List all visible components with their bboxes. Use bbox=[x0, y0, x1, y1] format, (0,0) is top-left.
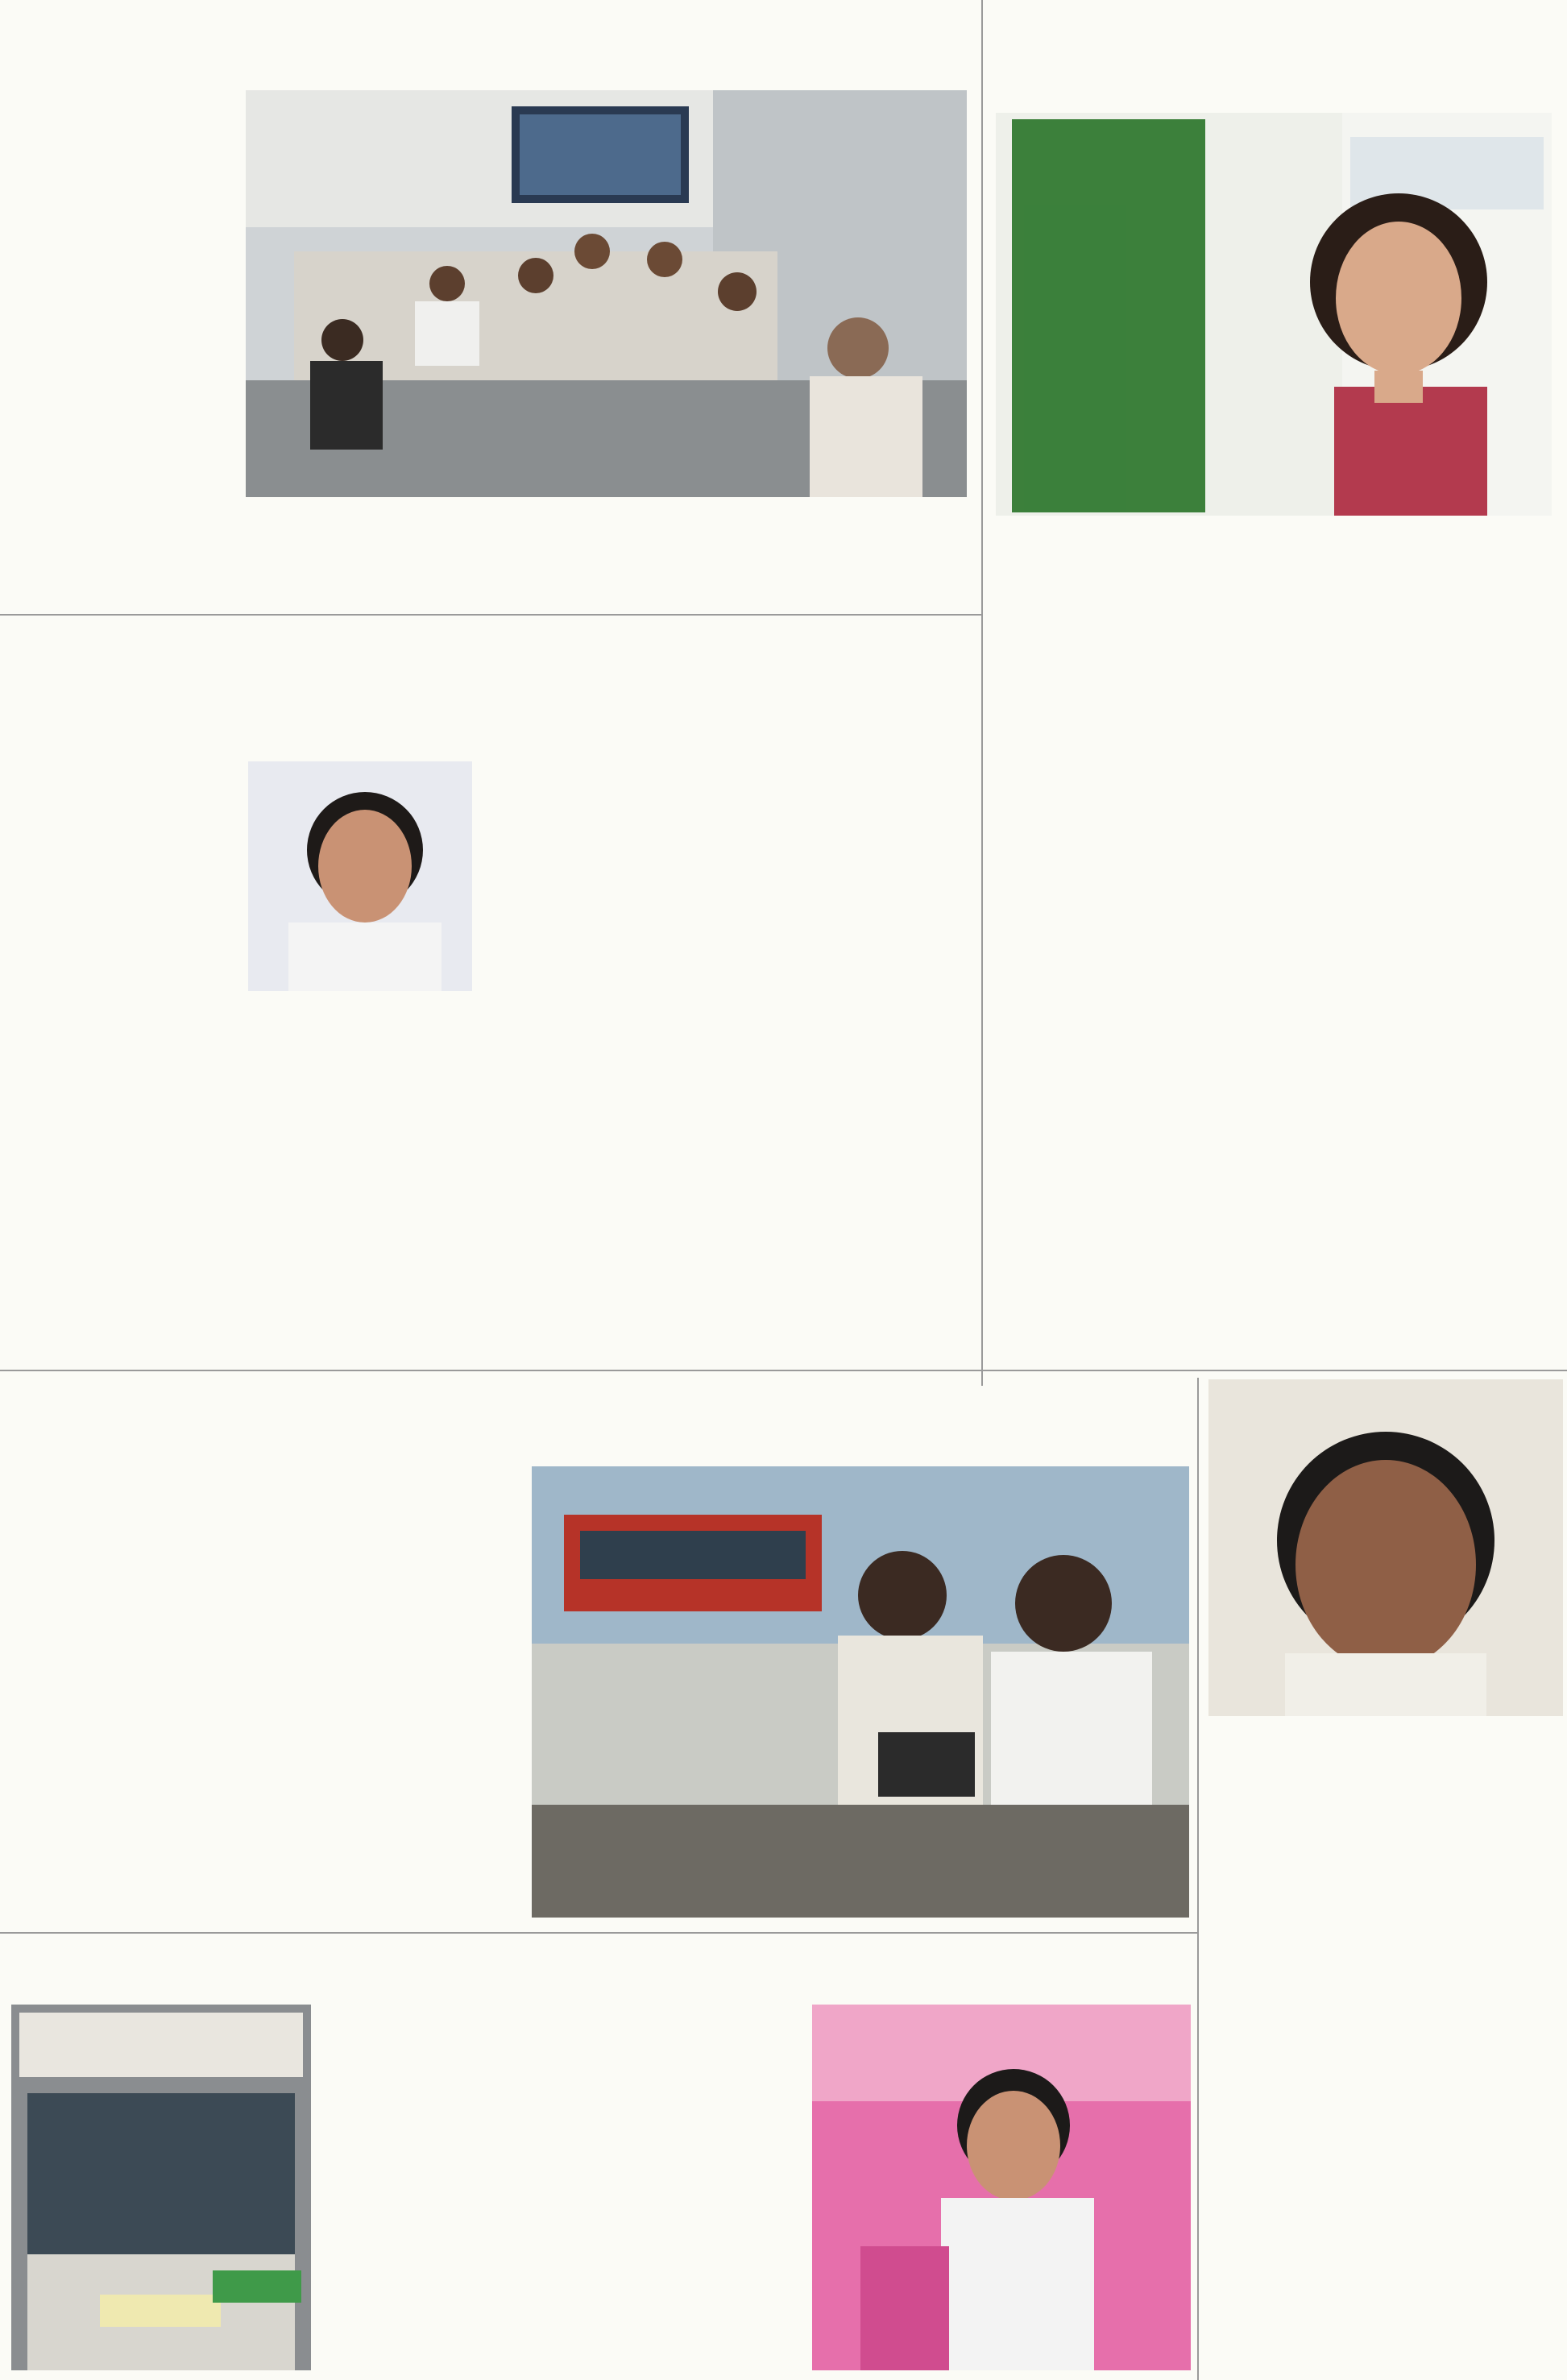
story4-column-b bbox=[345, 1471, 516, 1924]
story4-headline bbox=[26, 1404, 1154, 1460]
story6-body bbox=[321, 2006, 804, 2370]
story1-caption-3 bbox=[734, 501, 967, 591]
section-divider-1 bbox=[0, 614, 981, 616]
column-divider-2 bbox=[1197, 1378, 1199, 2380]
section-divider-3 bbox=[0, 1932, 1197, 1934]
story3-bullets bbox=[11, 757, 238, 1088]
story3-column-b bbox=[482, 761, 714, 1347]
story1-headline bbox=[15, 11, 989, 64]
story3-column-a bbox=[248, 999, 472, 1347]
story2-headline-line2 bbox=[993, 60, 1561, 110]
story3-headline-line1 bbox=[48, 628, 967, 685]
story1-caption-1 bbox=[246, 501, 479, 591]
section-divider-2 bbox=[0, 1370, 1567, 1371]
story3-jagan-photo bbox=[248, 761, 472, 991]
story6-headline bbox=[24, 1942, 1184, 1998]
story5-body bbox=[1208, 1822, 1563, 2370]
story4-traffic-police-photo bbox=[532, 1466, 1189, 1918]
story6-bus-photo bbox=[11, 2005, 311, 2370]
story2-summary-box bbox=[1012, 119, 1205, 512]
story5-headline-line1 bbox=[1208, 1724, 1563, 1769]
story1-caption-2 bbox=[490, 501, 723, 591]
column-divider-1 bbox=[981, 0, 983, 1386]
story6-ktr-photo bbox=[812, 2005, 1191, 2370]
story1-captions bbox=[246, 501, 967, 591]
story5-prashanth-reddy-photo bbox=[1208, 1379, 1563, 1716]
story1-meeting-photo bbox=[246, 90, 967, 497]
story3-column-c bbox=[723, 761, 965, 1347]
story6-bus-sign bbox=[35, 2024, 287, 2064]
story2-body bbox=[996, 524, 1552, 1458]
story4-column-a bbox=[11, 1576, 334, 1924]
story3-headline-line2 bbox=[48, 686, 967, 743]
story3-lead bbox=[11, 1097, 238, 1347]
story1-body bbox=[11, 95, 242, 522]
story5-headline-line2 bbox=[1208, 1769, 1563, 1814]
story4-intro bbox=[11, 1471, 334, 1571]
story2-headline-line1 bbox=[993, 6, 1561, 56]
